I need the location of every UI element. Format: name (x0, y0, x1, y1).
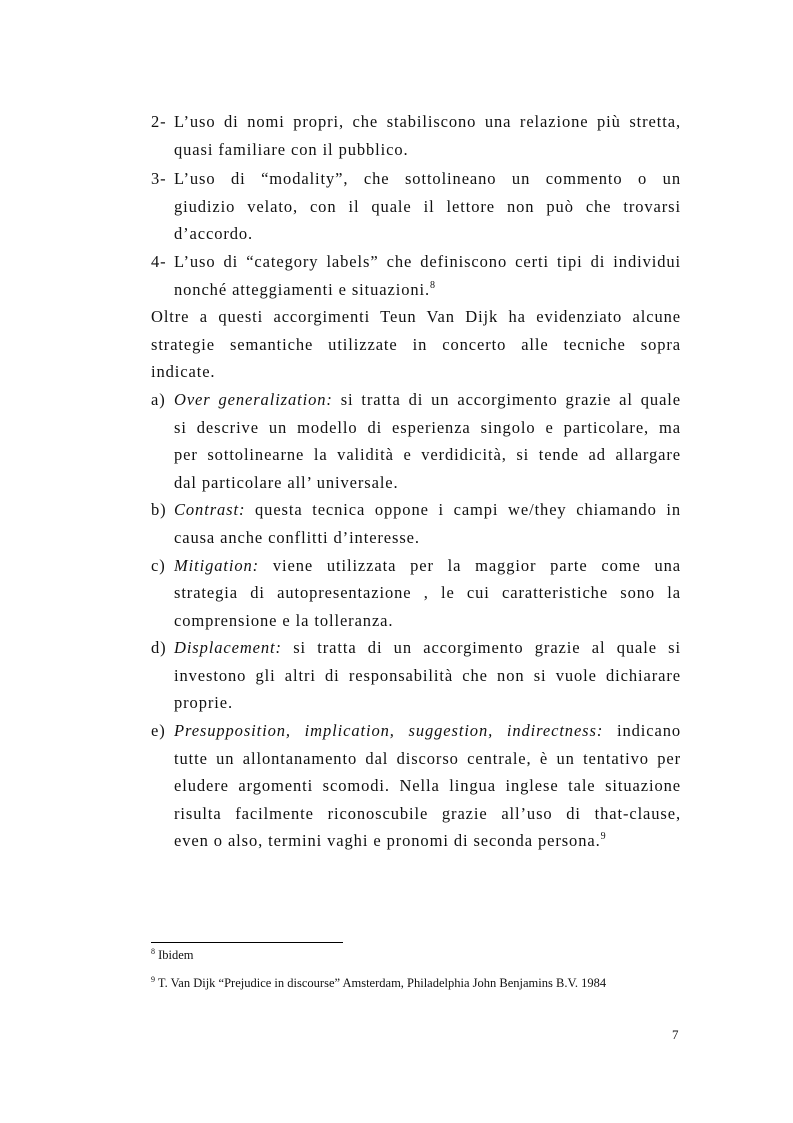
list-item-text: si descrive un modello di esperienza singolo e particolare, ma (174, 417, 681, 437)
list-item-e (151, 717, 681, 855)
list-item-text: even o also, termini vaghi e pronomi di seconda persona.$^9$ (174, 831, 606, 851)
list-item-a (151, 386, 681, 496)
list-item-2 (151, 108, 681, 163)
list-item-text: per sottolinearne la validità e verdidicità, si tende ad allargare (174, 445, 681, 465)
footnote-ref-8: 8 (430, 279, 436, 291)
list-item-d (151, 634, 681, 717)
list-item-text: Over generalization: si tratta di un accorgimento grazie al quale (174, 389, 681, 409)
paragraph-line: strategie semantiche utilizzate in concerto alle tecniche sopra (151, 334, 681, 354)
list-item-text: L’uso di “category labels” che definiscono certi tipi di individui (174, 251, 681, 271)
paragraph-line: indicate. (151, 362, 216, 382)
list-item-text: tutte un allontanamento dal discorso centrale, è un tentativo per (174, 748, 681, 768)
list-item-text: risulta facilmente riconoscubile grazie all’uso di that-clause, (174, 803, 681, 823)
list-item-text: eludere argomenti scomodi. Nella lingua inglese tale situazione (174, 776, 681, 796)
list-item-3 (151, 165, 681, 248)
term: Displacement: (174, 638, 282, 658)
term: Mitigation: (174, 555, 260, 575)
list-item-text: Mitigation: viene utilizzata per la maggior parte come una (174, 555, 682, 575)
term: Contrast: (174, 500, 246, 520)
list-marker: b) (151, 500, 167, 520)
list-item-text: d’accordo. (174, 224, 254, 244)
list-marker: 4- (151, 251, 167, 271)
list-item-text: nonché atteggiamenti e situazioni.$^8$ (174, 279, 436, 299)
list-marker: 2- (151, 112, 167, 131)
list-item-b (151, 496, 681, 551)
list-item-text: comprensione e la tolleranza. (174, 610, 394, 630)
footnote-9: $^9$ T. Van Dijk “Prejudice in discourse” Amsterdam, Philadelphia John Benjamins B.V. 1984 (151, 975, 607, 990)
footnote-ref-9: 9 (600, 831, 606, 843)
term: Over generalization: (174, 389, 333, 409)
list-item-text: Displacement: si tratta di un accorgimento grazie al quale si (174, 638, 681, 658)
paragraph (151, 303, 681, 386)
list-item-4 (151, 248, 681, 303)
list-item-text: L’uso di “modality”, che sottolineano un commento o un (174, 169, 681, 189)
list-item-text: strategia di autopresentazione , le cui caratteristiche sono la (174, 583, 681, 603)
list-marker: c) (151, 555, 166, 575)
paragraph-line: Oltre a questi accorgimenti Teun Van Dijk ha evidenziato alcune (151, 307, 681, 327)
list-item-text: proprie. (174, 693, 233, 713)
list-marker: d) (151, 638, 167, 658)
list-item-text: L’uso di nomi propri, che stabiliscono una relazione più stretta, (174, 112, 681, 131)
list-item-text: investono gli altri di responsabilità che non si vuole dichiarare (174, 665, 681, 685)
list-marker: a) (151, 389, 166, 409)
page-number: 7 (672, 1027, 679, 1042)
list-item-text: dal particolare all’ universale. (174, 472, 399, 492)
list-marker: 3- (151, 169, 167, 189)
footnote-separator (151, 942, 343, 943)
list-item-c (151, 552, 681, 635)
main-text (151, 108, 681, 855)
list-item-text: Contrast: questa tecnica oppone i campi we/they chiamando in (174, 500, 681, 520)
footnote-8: $^8$ Ibidem (151, 947, 194, 962)
term: Presupposition, implication, suggestion, indirectness: (174, 721, 604, 741)
list-item-text: Presupposition, implication, suggestion, indirectness: indicano (174, 721, 681, 741)
list-marker: e) (151, 721, 166, 741)
list-item-text: quasi familiare con il pubblico. (174, 139, 409, 159)
list-item-text: giudizio velato, con il quale il lettore non può che trovarsi (174, 196, 681, 216)
list-item-text: causa anche conflitti d’interesse. (174, 527, 420, 547)
